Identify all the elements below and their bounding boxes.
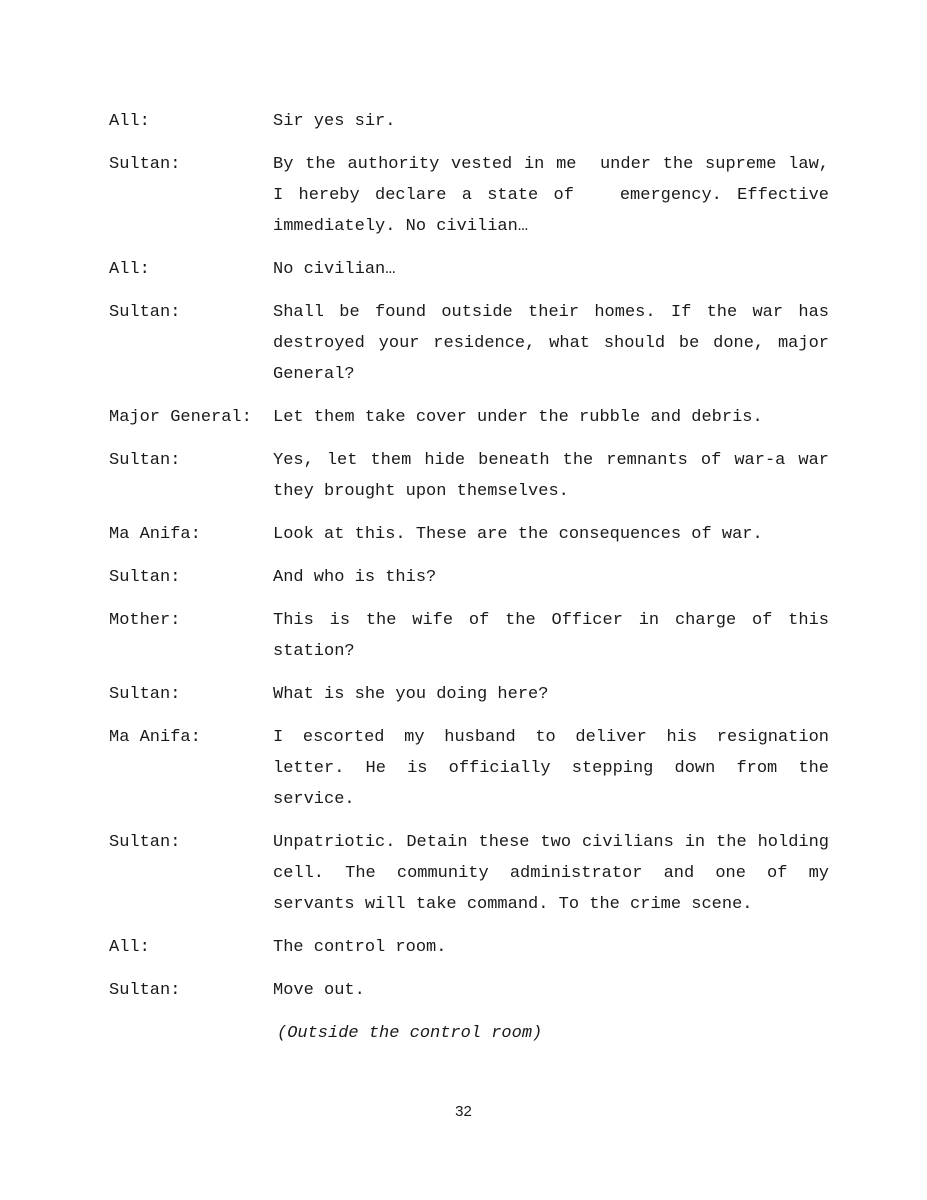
speaker-name: All: [109,260,150,279]
speaker-name: All: [109,938,150,957]
dialogue-line: Sir yes sir. [273,112,396,131]
page-number: 32 [455,1103,472,1120]
dialogue-line: Let them take cover under the rubble and debris. [273,408,763,427]
dialogue-line: Shall be found outside their homes. If the war has destroyed your residence, what should be done, major General? [273,303,840,384]
dialogue-line: What is she you doing here? [273,685,549,704]
dialogue-entry [109,932,829,963]
speaker-name: Sultan: [109,155,181,174]
speaker-name: Sultan: [109,568,181,587]
dialogue-entry [109,254,829,285]
dialogue-line: Move out. [273,981,365,1000]
speaker-name: Sultan: [109,303,181,322]
speaker-name: Sultan: [109,833,181,852]
dialogue-entry [109,519,829,550]
script-body [109,106,840,1049]
dialogue-entry [109,827,840,920]
speaker-name: All: [109,112,150,131]
dialogue-line: I escorted my husband to deliver his resignation letter. He is officially stepping down from the service. [273,728,840,809]
dialogue-entry [109,402,829,433]
dialogue-line: No civilian… [273,260,396,279]
dialogue-entry [109,445,840,507]
dialogue-line: This is the wife of the Officer in charge of this station? [273,611,840,661]
speaker-name: Major General: [109,408,252,427]
dialogue-entry [109,297,840,390]
stage-direction: (Outside the control room) [277,1024,543,1043]
dialogue-line: The control room. [273,938,447,957]
dialogue-entry [109,562,829,593]
dialogue-entry [109,149,840,242]
dialogue-line: Unpatriotic. Detain these two civilians in the holding cell. The community administrator and one of my servants will take command. To the crime scene. [273,833,840,914]
dialogue-line: By the authority vested in me under the supreme law, I hereby declare a state of emergency. Effective immediately. No civilian… [273,155,840,236]
speaker-name: Mother: [109,611,181,630]
speaker-name: Sultan: [109,451,181,470]
dialogue-entry [109,605,840,667]
dialogue-line: Yes, let them hide beneath the remnants of war-a war they brought upon themselves. [273,451,840,501]
speaker-name: Ma Anifa: [109,525,201,544]
dialogue-line: Look at this. These are the consequences of war. [273,525,763,544]
dialogue-entry [109,106,829,137]
speaker-name: Ma Anifa: [109,728,201,747]
dialogue-line: And who is this? [273,568,437,587]
speaker-name: Sultan: [109,685,181,704]
speaker-name: Sultan: [109,981,181,1000]
dialogue-entry [109,679,829,710]
dialogue-entry [109,722,840,815]
dialogue-entry [109,975,829,1006]
